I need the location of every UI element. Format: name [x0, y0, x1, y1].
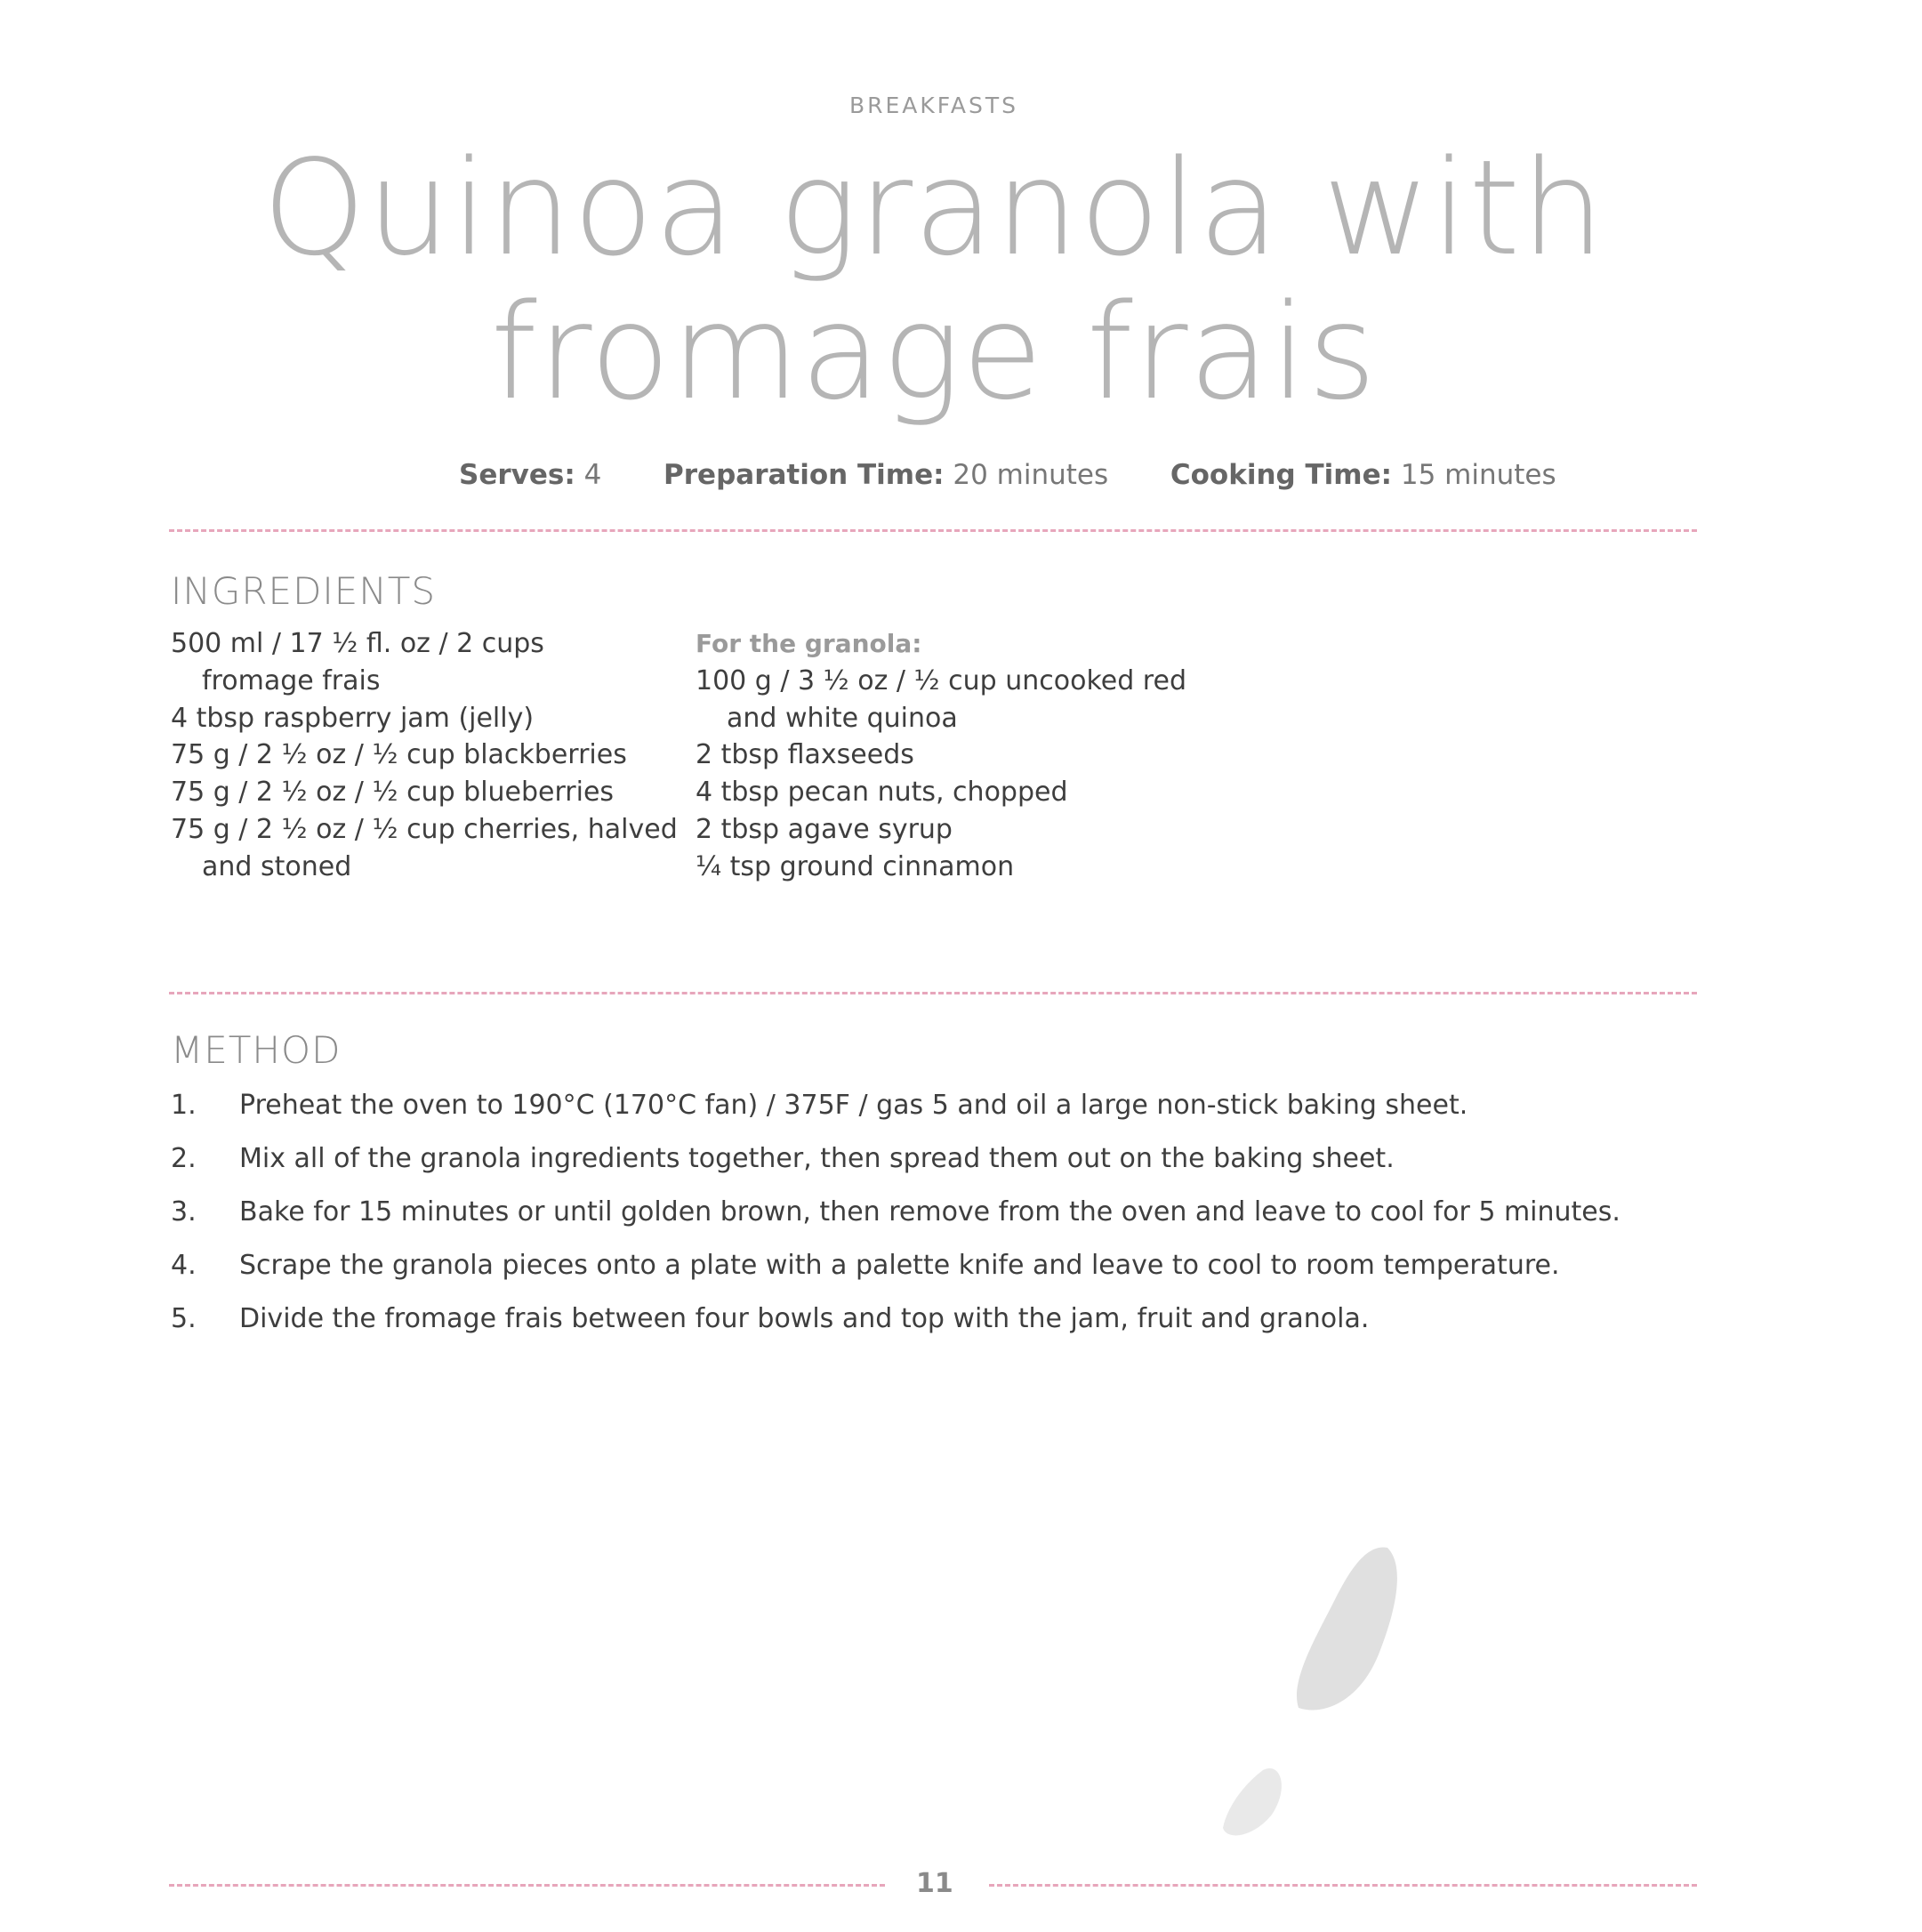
ingredients-left-list — [171, 625, 678, 886]
step-text: Scrape the granola pieces onto a plate with a palette knife and leave to cool to room temperature. — [239, 1250, 1560, 1281]
ingredients-right-list — [696, 625, 1186, 886]
ingredient-item: 4 tbsp raspberry jam (jelly) — [171, 702, 535, 734]
step-number: 4. — [171, 1250, 197, 1281]
ingredient-item: and white quinoa — [727, 702, 958, 734]
ingredient-item: 500 ml / 17 ½ fl. oz / 2 cups — [171, 628, 544, 659]
ingredient-item: ¼ tsp ground cinnamon — [696, 850, 1015, 882]
ingredient-item: and stoned — [202, 850, 352, 882]
method-heading: METHOD — [171, 1028, 342, 1072]
step-text: Bake for 15 minutes or until golden brown, then remove from the oven and leave to cool for 5 minutes. — [239, 1196, 1620, 1228]
step-text: Preheat the oven to 190°C (170°C fan) / 375F / gas 5 and oil a large non-stick baking sheet. — [239, 1090, 1468, 1121]
step-number: 3. — [171, 1196, 197, 1228]
method-step — [171, 1250, 1560, 1281]
ingredient-item: 100 g / 3 ½ oz / ½ cup uncooked red — [696, 664, 1186, 696]
divider — [169, 992, 1697, 994]
step-number: 2. — [171, 1143, 197, 1174]
prep-value: 20 minutes — [953, 459, 1109, 491]
recipe-title-line2: fromage frais — [490, 276, 1378, 429]
cook-label: Cooking Time: — [1170, 459, 1393, 491]
footer-divider-right — [989, 1884, 1697, 1887]
divider — [169, 529, 1697, 532]
method-step — [171, 1090, 1468, 1121]
recipe-meta — [459, 459, 1556, 491]
method-step — [171, 1196, 1620, 1228]
ingredient-item: 75 g / 2 ½ oz / ½ cup cherries, halved — [171, 813, 678, 845]
ingredients-heading: INGREDIENTS — [171, 569, 437, 613]
serves-value: 4 — [583, 459, 602, 491]
ingredient-item: fromage frais — [202, 664, 381, 696]
step-number: 5. — [171, 1303, 197, 1334]
ingredient-item: 2 tbsp flaxseeds — [696, 739, 914, 771]
ingredient-item: 75 g / 2 ½ oz / ½ cup blueberries — [171, 777, 615, 809]
prep-label: Preparation Time: — [663, 459, 945, 491]
recipe-title-line1: Quinoa granola with — [261, 132, 1606, 285]
method-step — [171, 1143, 1395, 1174]
ingredient-item: 4 tbsp pecan nuts, chopped — [696, 777, 1068, 809]
category-header: BREAKFASTS — [848, 93, 1018, 118]
step-text: Mix all of the granola ingredients together, then spread them out on the baking sheet. — [239, 1143, 1395, 1174]
granola-subheading: For the granola: — [696, 629, 922, 658]
ingredient-item: 75 g / 2 ½ oz / ½ cup blackberries — [171, 739, 627, 771]
page-number: 11 — [916, 1868, 953, 1899]
serves-label: Serves: — [459, 459, 575, 491]
footer-divider-left — [169, 1884, 885, 1887]
cook-value: 15 minutes — [1400, 459, 1556, 491]
paper-smudge — [1183, 1530, 1423, 1850]
step-text: Divide the fromage frais between four bowls and top with the jam, fruit and granola. — [239, 1303, 1370, 1334]
method-step — [171, 1303, 1369, 1334]
ingredient-item: 2 tbsp agave syrup — [696, 813, 953, 845]
step-number: 1. — [171, 1090, 197, 1121]
